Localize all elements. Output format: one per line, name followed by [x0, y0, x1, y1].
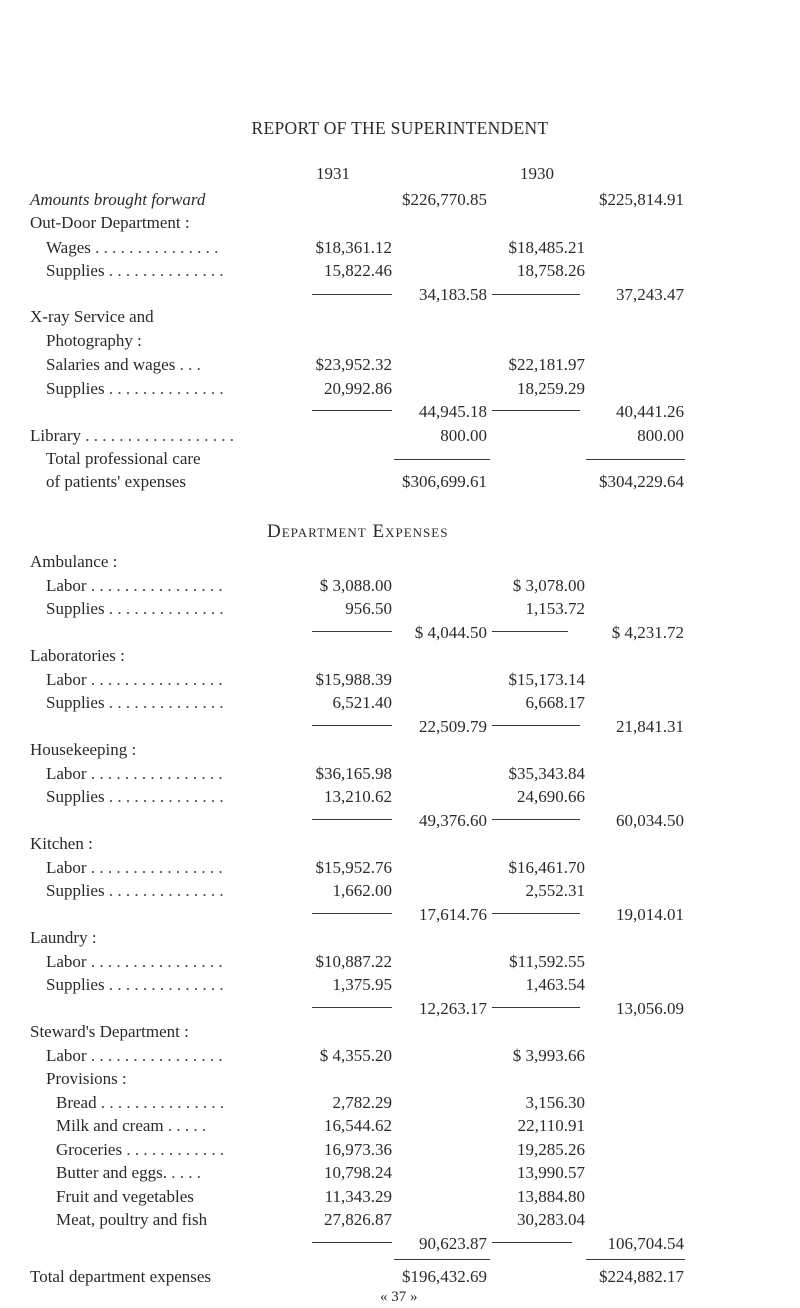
laundry-total-1931: 12,263.17 [419, 999, 487, 1018]
xray-salaries-row [46, 356, 201, 373]
laundry-supplies-1930: 1,463.54 [525, 975, 585, 994]
laboratories-labor-label: Labor [46, 670, 87, 689]
ambulance-supplies-1931: 956.50 [345, 599, 392, 618]
kitchen-labor-label: Labor [46, 858, 87, 877]
brought-forward-1931: $226,770.85 [402, 190, 487, 209]
ambulance-total-1930: $ 4,231.72 [611, 623, 684, 642]
dash-rule [492, 631, 568, 632]
ambulance-total-1931: $ 4,044.50 [414, 623, 487, 642]
department-expenses-heading: Department Expenses [267, 521, 449, 542]
dot-leader: . . . . . . . . . . . . . . . [90, 238, 219, 257]
dot-leader: . . . . . . . . . . . . . . [104, 975, 224, 994]
outdoor-total-1930: 37,243.47 [616, 285, 684, 304]
dash-rule [492, 819, 580, 820]
provision-1931: 2,782.29 [332, 1093, 392, 1112]
steward-labor-1930: $ 3,993.66 [512, 1046, 585, 1065]
xray-salaries-1931: $23,952.32 [315, 355, 392, 374]
department-total-label: Total department expenses [30, 1267, 212, 1286]
dot-leader: . . . . . . . . . . . . . . . [96, 1093, 225, 1112]
outdoor-heading: Out-Door Department : [30, 213, 190, 232]
dash-rule [312, 294, 392, 295]
library-1930: 800.00 [637, 426, 684, 445]
housekeeping-supplies-1931: 13,210.62 [324, 787, 392, 806]
xray-salaries-1930: $22,181.97 [508, 355, 585, 374]
laboratories-supplies-1931: 6,521.40 [332, 693, 392, 712]
kitchen-supplies-label: Supplies [46, 881, 105, 900]
housekeeping-labor-1931: $36,165.98 [315, 764, 392, 783]
ambulance-labor-label: Labor [46, 576, 87, 595]
dot-leader: . . . . . . . . . . . . . . . . [86, 764, 223, 783]
year-1931: 1931 [316, 164, 350, 183]
ambulance-labor-row [46, 577, 223, 594]
dash-rule [312, 819, 392, 820]
page-number: « 37 » [380, 1289, 418, 1305]
outdoor-total-1931: 34,183.58 [419, 285, 487, 304]
provision-row [56, 1117, 206, 1134]
outdoor-supplies-label: Supplies [46, 261, 105, 280]
provision-1930: 13,990.57 [517, 1163, 585, 1182]
laboratories-labor-1931: $15,988.39 [315, 670, 392, 689]
provision-1931: 10,798.24 [324, 1163, 392, 1182]
total-rule [394, 1259, 490, 1260]
laboratories-supplies-row [46, 694, 224, 711]
library-label: Library [30, 426, 81, 445]
dot-leader: . . . . . . . . . . . . . . . . [86, 670, 223, 689]
library-row [30, 427, 234, 444]
provision-label: Butter and eggs. [56, 1163, 167, 1182]
dot-leader: . . . . . . . . . . . . . . [104, 599, 224, 618]
kitchen-total-1930: 19,014.01 [616, 905, 684, 924]
professional-total-1931: $306,699.61 [402, 472, 487, 491]
dot-leader: . . . . [166, 1163, 201, 1182]
dash-rule [492, 1242, 572, 1243]
laboratories-supplies-1930: 6,668.17 [525, 693, 585, 712]
provision-row [56, 1141, 224, 1158]
provision-1931: 27,826.87 [324, 1210, 392, 1229]
laboratories-supplies-label: Supplies [46, 693, 105, 712]
ambulance-heading: Ambulance : [30, 552, 118, 571]
dash-rule [312, 410, 392, 411]
total-rule [586, 1259, 685, 1260]
provision-label: Milk and cream [56, 1116, 164, 1135]
kitchen-supplies-1930: 2,552.31 [525, 881, 585, 900]
housekeeping-heading: Housekeeping : [30, 740, 137, 759]
dash-rule [312, 725, 392, 726]
housekeeping-total-1930: 60,034.50 [616, 811, 684, 830]
laundry-labor-label: Labor [46, 952, 87, 971]
steward-heading: Steward's Department : [30, 1022, 189, 1041]
outdoor-supplies-1931: 15,822.46 [324, 261, 392, 280]
dash-rule [312, 913, 392, 914]
xray-salaries-label: Salaries and wages [46, 355, 176, 374]
library-1931: 800.00 [440, 426, 487, 445]
steward-total-1931: 90,623.87 [419, 1234, 487, 1253]
provision-1930: 30,283.04 [517, 1210, 585, 1229]
kitchen-heading: Kitchen : [30, 834, 93, 853]
provision-1930: 22,110.91 [517, 1116, 585, 1135]
xray-heading-2: Photography : [46, 331, 142, 350]
xray-total-1931: 44,945.18 [419, 402, 487, 421]
xray-total-1930: 40,441.26 [616, 402, 684, 421]
dot-leader: . . . . . . . . . . . . . . . . [86, 858, 223, 877]
provisions-heading: Provisions : [46, 1069, 127, 1088]
housekeeping-labor-label: Labor [46, 764, 87, 783]
kitchen-supplies-1931: 1,662.00 [332, 881, 392, 900]
dash-rule [312, 1007, 392, 1008]
page-title: REPORT OF THE SUPERINTENDENT [251, 118, 549, 138]
laboratories-total-1931: 22,509.79 [419, 717, 487, 736]
provision-row [56, 1094, 224, 1111]
steward-labor-row [46, 1047, 223, 1064]
dot-leader: . . . . . . . . . . . . . . [104, 261, 224, 280]
provision-1930: 19,285.26 [517, 1140, 585, 1159]
ambulance-labor-1931: $ 3,088.00 [319, 576, 392, 595]
housekeeping-labor-row [46, 765, 223, 782]
provision-1931: 11,343.29 [324, 1187, 392, 1206]
dot-leader: . . . . . . . . . . . . [122, 1140, 225, 1159]
xray-supplies-row [46, 380, 224, 397]
outdoor-supplies-1930: 18,758.26 [517, 261, 585, 280]
laundry-labor-row [46, 953, 223, 970]
outdoor-wages-1930: $18,485.21 [508, 238, 585, 257]
housekeeping-supplies-1930: 24,690.66 [517, 787, 585, 806]
provision-row [56, 1164, 201, 1181]
total-rule [586, 459, 685, 460]
housekeeping-supplies-label: Supplies [46, 787, 105, 806]
brought-forward-1930: $225,814.91 [599, 190, 684, 209]
dash-rule [492, 294, 580, 295]
dash-rule [312, 1242, 392, 1243]
housekeeping-labor-1930: $35,343.84 [508, 764, 585, 783]
provision-label: Groceries [56, 1140, 123, 1159]
dot-leader: . . . . . . . . . . . . . . . . [86, 952, 223, 971]
housekeeping-total-1931: 49,376.60 [419, 811, 487, 830]
kitchen-supplies-row [46, 882, 224, 899]
total-rule [394, 459, 490, 460]
laundry-labor-1930: $11,592.55 [509, 952, 585, 971]
provision-1930: 3,156.30 [525, 1093, 585, 1112]
laundry-heading: Laundry : [30, 928, 97, 947]
provision-label: Fruit and vegetables [56, 1187, 194, 1206]
provision-label: Meat, poultry and fish [56, 1210, 208, 1229]
provision-1931: 16,544.62 [324, 1116, 392, 1135]
dot-leader: . . . . . . . . . . . . . . [104, 787, 224, 806]
laboratories-labor-row [46, 671, 223, 688]
housekeeping-supplies-row [46, 788, 224, 805]
kitchen-labor-1930: $16,461.70 [508, 858, 585, 877]
xray-heading-1: X-ray Service and [30, 307, 154, 326]
steward-labor-label: Labor [46, 1046, 87, 1065]
xray-supplies-label: Supplies [46, 379, 105, 398]
dot-leader: . . . . . . . . . . . . . . [104, 379, 224, 398]
kitchen-total-1931: 17,614.76 [419, 905, 487, 924]
xray-supplies-1931: 20,992.86 [324, 379, 392, 398]
laboratories-heading: Laboratories : [30, 646, 125, 665]
ambulance-supplies-row [46, 600, 224, 617]
ambulance-supplies-label: Supplies [46, 599, 105, 618]
dash-rule [312, 631, 392, 632]
steward-total-1930: 106,704.54 [607, 1234, 684, 1253]
ambulance-supplies-1930: 1,153.72 [525, 599, 585, 618]
laundry-total-1930: 13,056.09 [616, 999, 684, 1018]
brought-forward-label: Amounts brought forward [30, 190, 206, 209]
dot-leader: . . . . . . . . . . . . . . . . [86, 576, 223, 595]
department-total-1930: $224,882.17 [599, 1267, 684, 1286]
outdoor-wages-1931: $18,361.12 [315, 238, 392, 257]
laboratories-total-1930: 21,841.31 [616, 717, 684, 736]
outdoor-wages-label: Wages [46, 238, 91, 257]
laboratories-labor-1930: $15,173.14 [508, 670, 585, 689]
dot-leader: . . . [175, 355, 201, 374]
provision-row [56, 1188, 194, 1205]
dash-rule [492, 410, 580, 411]
dot-leader: . . . . . . . . . . . . . . . . . . [80, 426, 234, 445]
dot-leader: . . . . . [163, 1116, 207, 1135]
provision-row [56, 1211, 207, 1228]
laundry-labor-1931: $10,887.22 [315, 952, 392, 971]
dot-leader: . . . . . . . . . . . . . . [104, 693, 224, 712]
professional-total-label-2: of patients' expenses [46, 472, 186, 491]
year-1930: 1930 [520, 164, 554, 183]
provision-label: Bread [56, 1093, 97, 1112]
laundry-supplies-1931: 1,375.95 [332, 975, 392, 994]
professional-total-label-1: Total professional care [46, 449, 201, 468]
dot-leader: . . . . . . . . . . . . . . . . [86, 1046, 223, 1065]
kitchen-labor-row [46, 859, 223, 876]
dash-rule [492, 913, 580, 914]
provision-1931: 16,973.36 [324, 1140, 392, 1159]
dot-leader: . . . . . . . . . . . . . . [104, 881, 224, 900]
laundry-supplies-row [46, 976, 224, 993]
steward-labor-1931: $ 4,355.20 [319, 1046, 392, 1065]
dash-rule [492, 1007, 580, 1008]
ambulance-labor-1930: $ 3,078.00 [512, 576, 585, 595]
laundry-supplies-label: Supplies [46, 975, 105, 994]
outdoor-wages-row [46, 239, 218, 256]
kitchen-labor-1931: $15,952.76 [315, 858, 392, 877]
xray-supplies-1930: 18,259.29 [517, 379, 585, 398]
department-total-1931: $196,432.69 [402, 1267, 487, 1286]
outdoor-supplies-row [46, 262, 224, 279]
dash-rule [492, 725, 580, 726]
professional-total-1930: $304,229.64 [599, 472, 684, 491]
provision-1930: 13,884.80 [517, 1187, 585, 1206]
